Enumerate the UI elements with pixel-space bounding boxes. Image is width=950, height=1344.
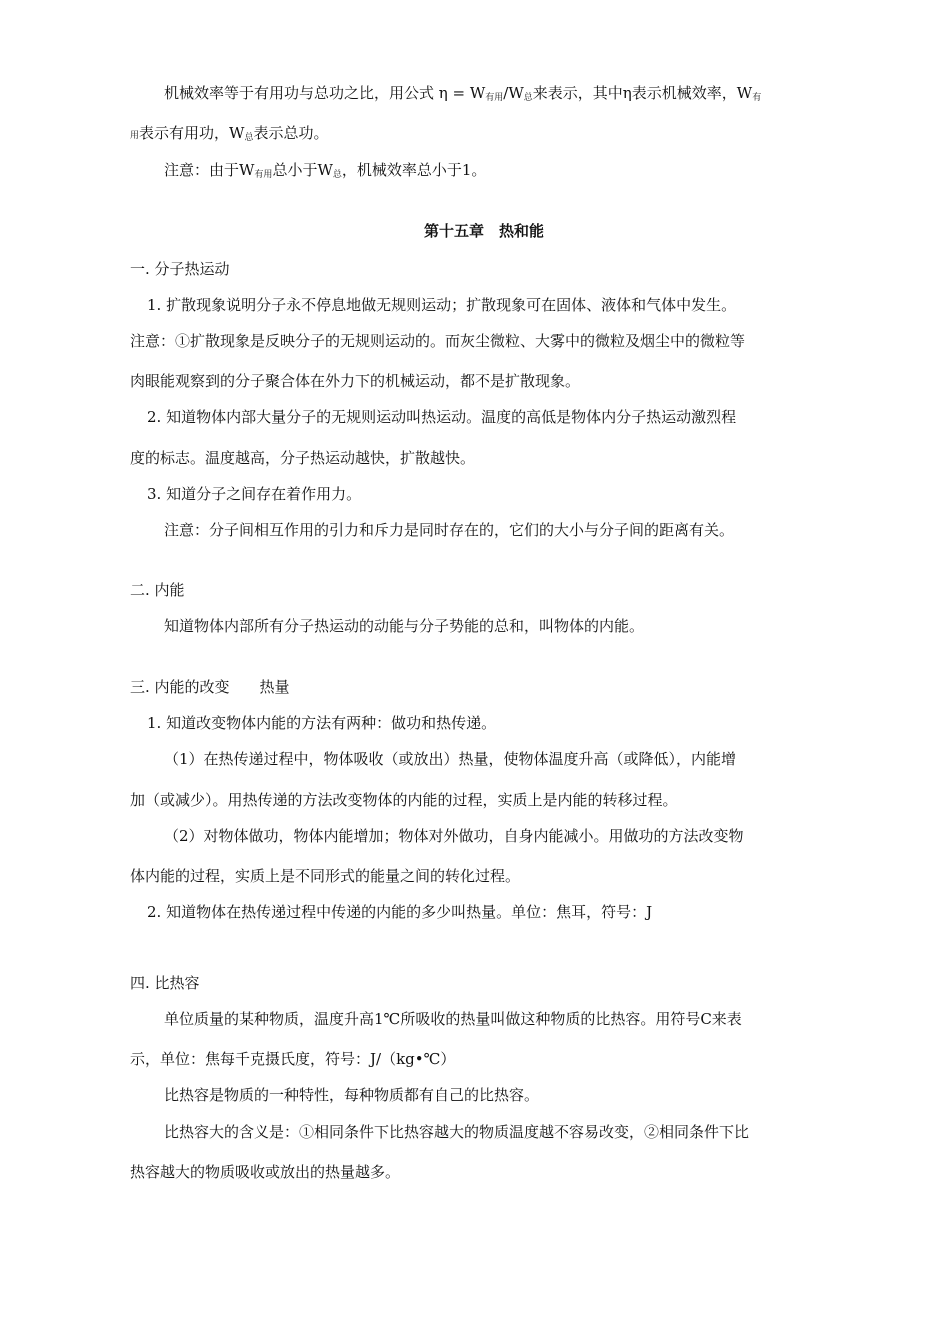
note-text: 注意：由于W — [164, 161, 255, 179]
subscript-total: 总 — [523, 93, 533, 103]
intro-paragraph-line1 — [164, 82, 761, 109]
subscript-useful-part: 有 — [752, 93, 762, 103]
note-line: 注意：分子间相互作用的引力和斥力是同时存在的，它们的大小与分子间的距离有关。 — [164, 521, 735, 539]
subscript-useful-part: 用 — [130, 131, 140, 141]
list-item: 1. 知道改变物体内能的方法有两种：做功和热传递。 — [147, 714, 497, 732]
paragraph: 比热容是物质的一种特性，每种物质都有自己的比热容。 — [164, 1086, 540, 1104]
subscript-useful: 有用 — [254, 170, 273, 180]
subscript-useful: 有用 — [485, 93, 504, 103]
intro-note — [164, 159, 486, 186]
paragraph: 知道物体内部所有分子热运动的动能与分子势能的总和，叫物体的内能。 — [164, 617, 645, 635]
sub-item-line: （1）在热传递过程中，物体吸收（或放出）热量，使物体温度升高（或降低），内能增 — [164, 750, 737, 768]
paragraph-text: 表示有用功，W — [139, 124, 245, 142]
list-item: 2. 知道物体内部大量分子的无规则运动叫热运动。温度的高低是物体内分子热运动激烈程 — [147, 408, 737, 426]
paragraph: 比热容大的含义是：①相同条件下比热容越大的物质温度越不容易改变，②相同条件下比 — [164, 1123, 750, 1141]
paragraph-continuation: 示，单位：焦每千克摄氏度，符号：J/（kg•℃） — [130, 1050, 456, 1068]
formula-text: 机械效率等于有用功与总功之比，用公式 η = W — [164, 84, 486, 102]
formula-text: /W — [503, 84, 524, 102]
paragraph-text: 表示总功。 — [253, 124, 329, 142]
paragraph: 单位质量的某种物质，温度升高1℃所吸收的热量叫做这种物质的比热容。用符号C来表 — [164, 1010, 742, 1028]
note-text: ，机械效率总小于1。 — [341, 161, 487, 179]
section-heading: 二. 内能 — [130, 581, 185, 599]
note-line: 注意：①扩散现象是反映分子的无规则运动的。而灰尘微粒、大雾中的微粒及烟尘中的微粒等 — [130, 332, 746, 350]
sub-item-line: 体内能的过程，实质上是不同形式的能量之间的转化过程。 — [130, 867, 521, 885]
note-line: 肉眼能观察到的分子聚合体在外力下的机械运动，都不是扩散现象。 — [130, 372, 581, 390]
list-item-continuation: 度的标志。温度越高，分子热运动越快，扩散越快。 — [130, 449, 476, 467]
list-item: 2. 知道物体在热传递过程中传递的内能的多少叫热量。单位：焦耳，符号：J — [147, 903, 653, 921]
formula-text: 来表示，其中η表示机械效率，W — [532, 84, 753, 102]
list-item: 1. 扩散现象说明分子永不停息地做无规则运动；扩散现象可在固体、液体和气体中发生。 — [147, 296, 737, 314]
subscript-total: 总 — [332, 170, 342, 180]
intro-paragraph-line2 — [130, 122, 328, 149]
section-heading: 一. 分子热运动 — [130, 260, 230, 278]
section-heading: 四. 比热容 — [130, 974, 200, 992]
chapter-title: 第十五章 热和能 — [424, 222, 545, 240]
section-heading: 三. 内能的改变 热量 — [130, 678, 290, 696]
note-text: 总小于W — [272, 161, 333, 179]
sub-item-line: （2）对物体做功，物体内能增加；物体对外做功，自身内能减小。用做功的方法改变物 — [164, 827, 744, 845]
sub-item-line: 加（或减少）。用热传递的方法改变物体的内能的过程，实质上是内能的转移过程。 — [130, 791, 678, 809]
list-item: 3. 知道分子之间存在着作用力。 — [147, 485, 362, 503]
subscript-total: 总 — [244, 133, 254, 143]
paragraph-continuation: 热容越大的物质吸收或放出的热量越多。 — [130, 1163, 401, 1181]
